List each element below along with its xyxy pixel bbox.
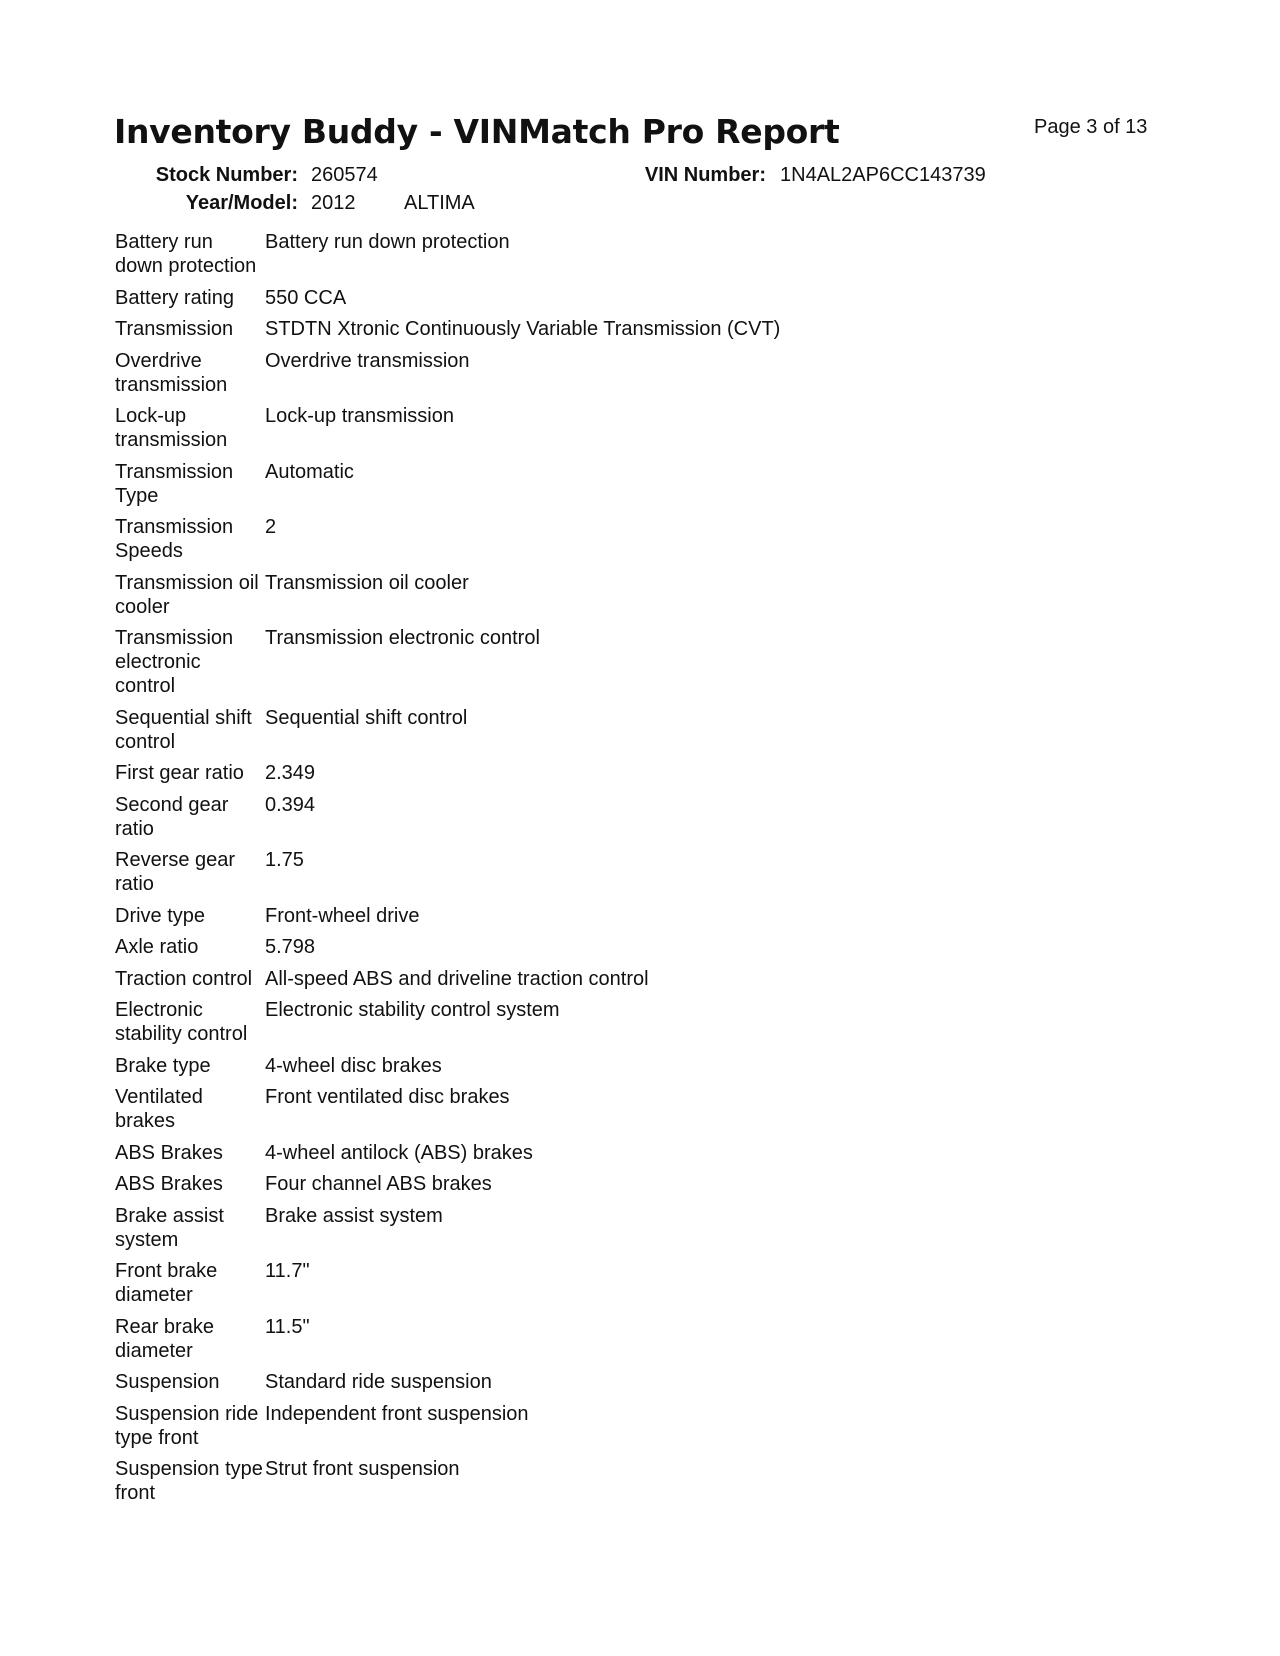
spec-row xyxy=(115,460,1165,508)
spec-value: Sequential shift control xyxy=(265,706,468,729)
spec-row xyxy=(115,1259,1165,1307)
spec-label: Transmission xyxy=(115,318,234,340)
spec-row xyxy=(115,793,1165,841)
spec-row xyxy=(115,230,1165,278)
spec-value: 11.7" xyxy=(265,1260,310,1282)
spec-label: Brake assist system xyxy=(115,1204,224,1251)
spec-label: Transmission Speeds xyxy=(115,516,234,562)
spec-value: Electronic stability control system xyxy=(265,999,560,1021)
spec-label: Electronic stability control xyxy=(115,999,248,1045)
spec-row xyxy=(115,904,1165,928)
spec-row xyxy=(115,404,1165,452)
spec-label: Drive type xyxy=(115,904,206,927)
spec-value: Overdrive transmission xyxy=(265,349,470,372)
spec-label: Battery rating xyxy=(115,286,234,309)
spec-value: 11.5" xyxy=(265,1315,310,1338)
spec-value: STDTN Xtronic Continuously Variable Transmission (CVT) xyxy=(265,318,781,340)
spec-row xyxy=(115,1141,1165,1165)
spec-value: 2.349 xyxy=(265,762,316,784)
spec-row xyxy=(115,286,1165,310)
spec-value: 0.394 xyxy=(265,793,316,816)
spec-value: All-speed ABS and driveline traction control xyxy=(265,967,649,990)
spec-value: Front ventilated disc brakes xyxy=(265,1086,510,1108)
spec-row xyxy=(115,1172,1165,1196)
spec-row xyxy=(115,998,1165,1046)
spec-row xyxy=(115,706,1165,754)
year-value: 2012 xyxy=(311,192,356,214)
spec-row xyxy=(115,848,1165,896)
spec-label: ABS Brakes xyxy=(115,1141,223,1164)
spec-label: Traction control xyxy=(115,967,253,990)
spec-table xyxy=(115,230,1165,1513)
stock-number-value: 260574 xyxy=(311,164,378,186)
spec-label: Battery run down protection xyxy=(115,231,257,277)
spec-label: Suspension xyxy=(115,1371,220,1393)
spec-row xyxy=(115,761,1165,785)
spec-value: Battery run down protection xyxy=(265,231,510,253)
spec-row xyxy=(115,571,1165,619)
spec-label: Axle ratio xyxy=(115,936,199,958)
spec-label: Front brake diameter xyxy=(115,1260,218,1306)
spec-value: Standard ride suspension xyxy=(265,1371,492,1393)
spec-label: First gear ratio xyxy=(115,762,244,784)
spec-value: 5.798 xyxy=(265,936,316,958)
spec-row xyxy=(115,349,1165,397)
spec-row xyxy=(115,1085,1165,1133)
spec-row xyxy=(115,935,1165,959)
spec-value: 2 xyxy=(265,516,277,538)
spec-row xyxy=(115,515,1165,563)
spec-row xyxy=(115,1402,1165,1450)
spec-value: 1.75 xyxy=(265,849,304,871)
spec-value: Automatic xyxy=(265,460,354,483)
spec-value: Front-wheel drive xyxy=(265,904,420,927)
spec-row xyxy=(115,1204,1165,1252)
spec-row xyxy=(115,626,1165,698)
spec-value: Strut front suspension xyxy=(265,1458,460,1480)
spec-row xyxy=(115,967,1165,991)
spec-row xyxy=(115,1054,1165,1078)
spec-label: Transmission Type xyxy=(115,460,234,507)
spec-row xyxy=(115,1370,1165,1394)
spec-value: 4-wheel disc brakes xyxy=(265,1054,442,1077)
year-model-label: Year/Model: xyxy=(185,192,298,214)
page-number: Page 3 of 13 xyxy=(1034,116,1148,138)
spec-label: Suspension ride type front xyxy=(115,1402,259,1449)
spec-label: Transmission electronic control xyxy=(115,627,234,697)
spec-value: 4-wheel antilock (ABS) brakes xyxy=(265,1141,533,1164)
spec-row xyxy=(115,1457,1165,1505)
spec-label: Reverse gear ratio xyxy=(115,849,236,895)
spec-label: Sequential shift control xyxy=(115,706,252,753)
spec-value: Transmission oil cooler xyxy=(265,571,469,594)
spec-label: Rear brake diameter xyxy=(115,1315,214,1362)
spec-label: Lock-up transmission xyxy=(115,405,228,451)
spec-label: ABS Brakes xyxy=(115,1173,223,1195)
spec-label: Transmission oil cooler xyxy=(115,571,259,618)
spec-value: Independent front suspension xyxy=(265,1402,529,1425)
model-value: ALTIMA xyxy=(404,192,475,214)
spec-value: Lock-up transmission xyxy=(265,405,454,427)
spec-value: Four channel ABS brakes xyxy=(265,1173,492,1195)
spec-row xyxy=(115,1315,1165,1363)
spec-value: 550 CCA xyxy=(265,286,347,309)
spec-row xyxy=(115,317,1165,341)
vin-number-value: 1N4AL2AP6CC143739 xyxy=(780,164,986,186)
spec-label: Brake type xyxy=(115,1054,211,1077)
vin-number-label: VIN Number: xyxy=(644,164,766,186)
spec-value: Transmission electronic control xyxy=(265,627,540,649)
stock-number-label: Stock Number: xyxy=(155,164,298,186)
spec-label: Overdrive transmission xyxy=(115,349,228,396)
spec-label: Suspension type front xyxy=(115,1458,263,1504)
spec-label: Ventilated brakes xyxy=(115,1086,203,1132)
spec-value: Brake assist system xyxy=(265,1204,443,1227)
report-title: Inventory Buddy - VINMatch Pro Report xyxy=(114,112,840,151)
spec-label: Second gear ratio xyxy=(115,793,229,840)
